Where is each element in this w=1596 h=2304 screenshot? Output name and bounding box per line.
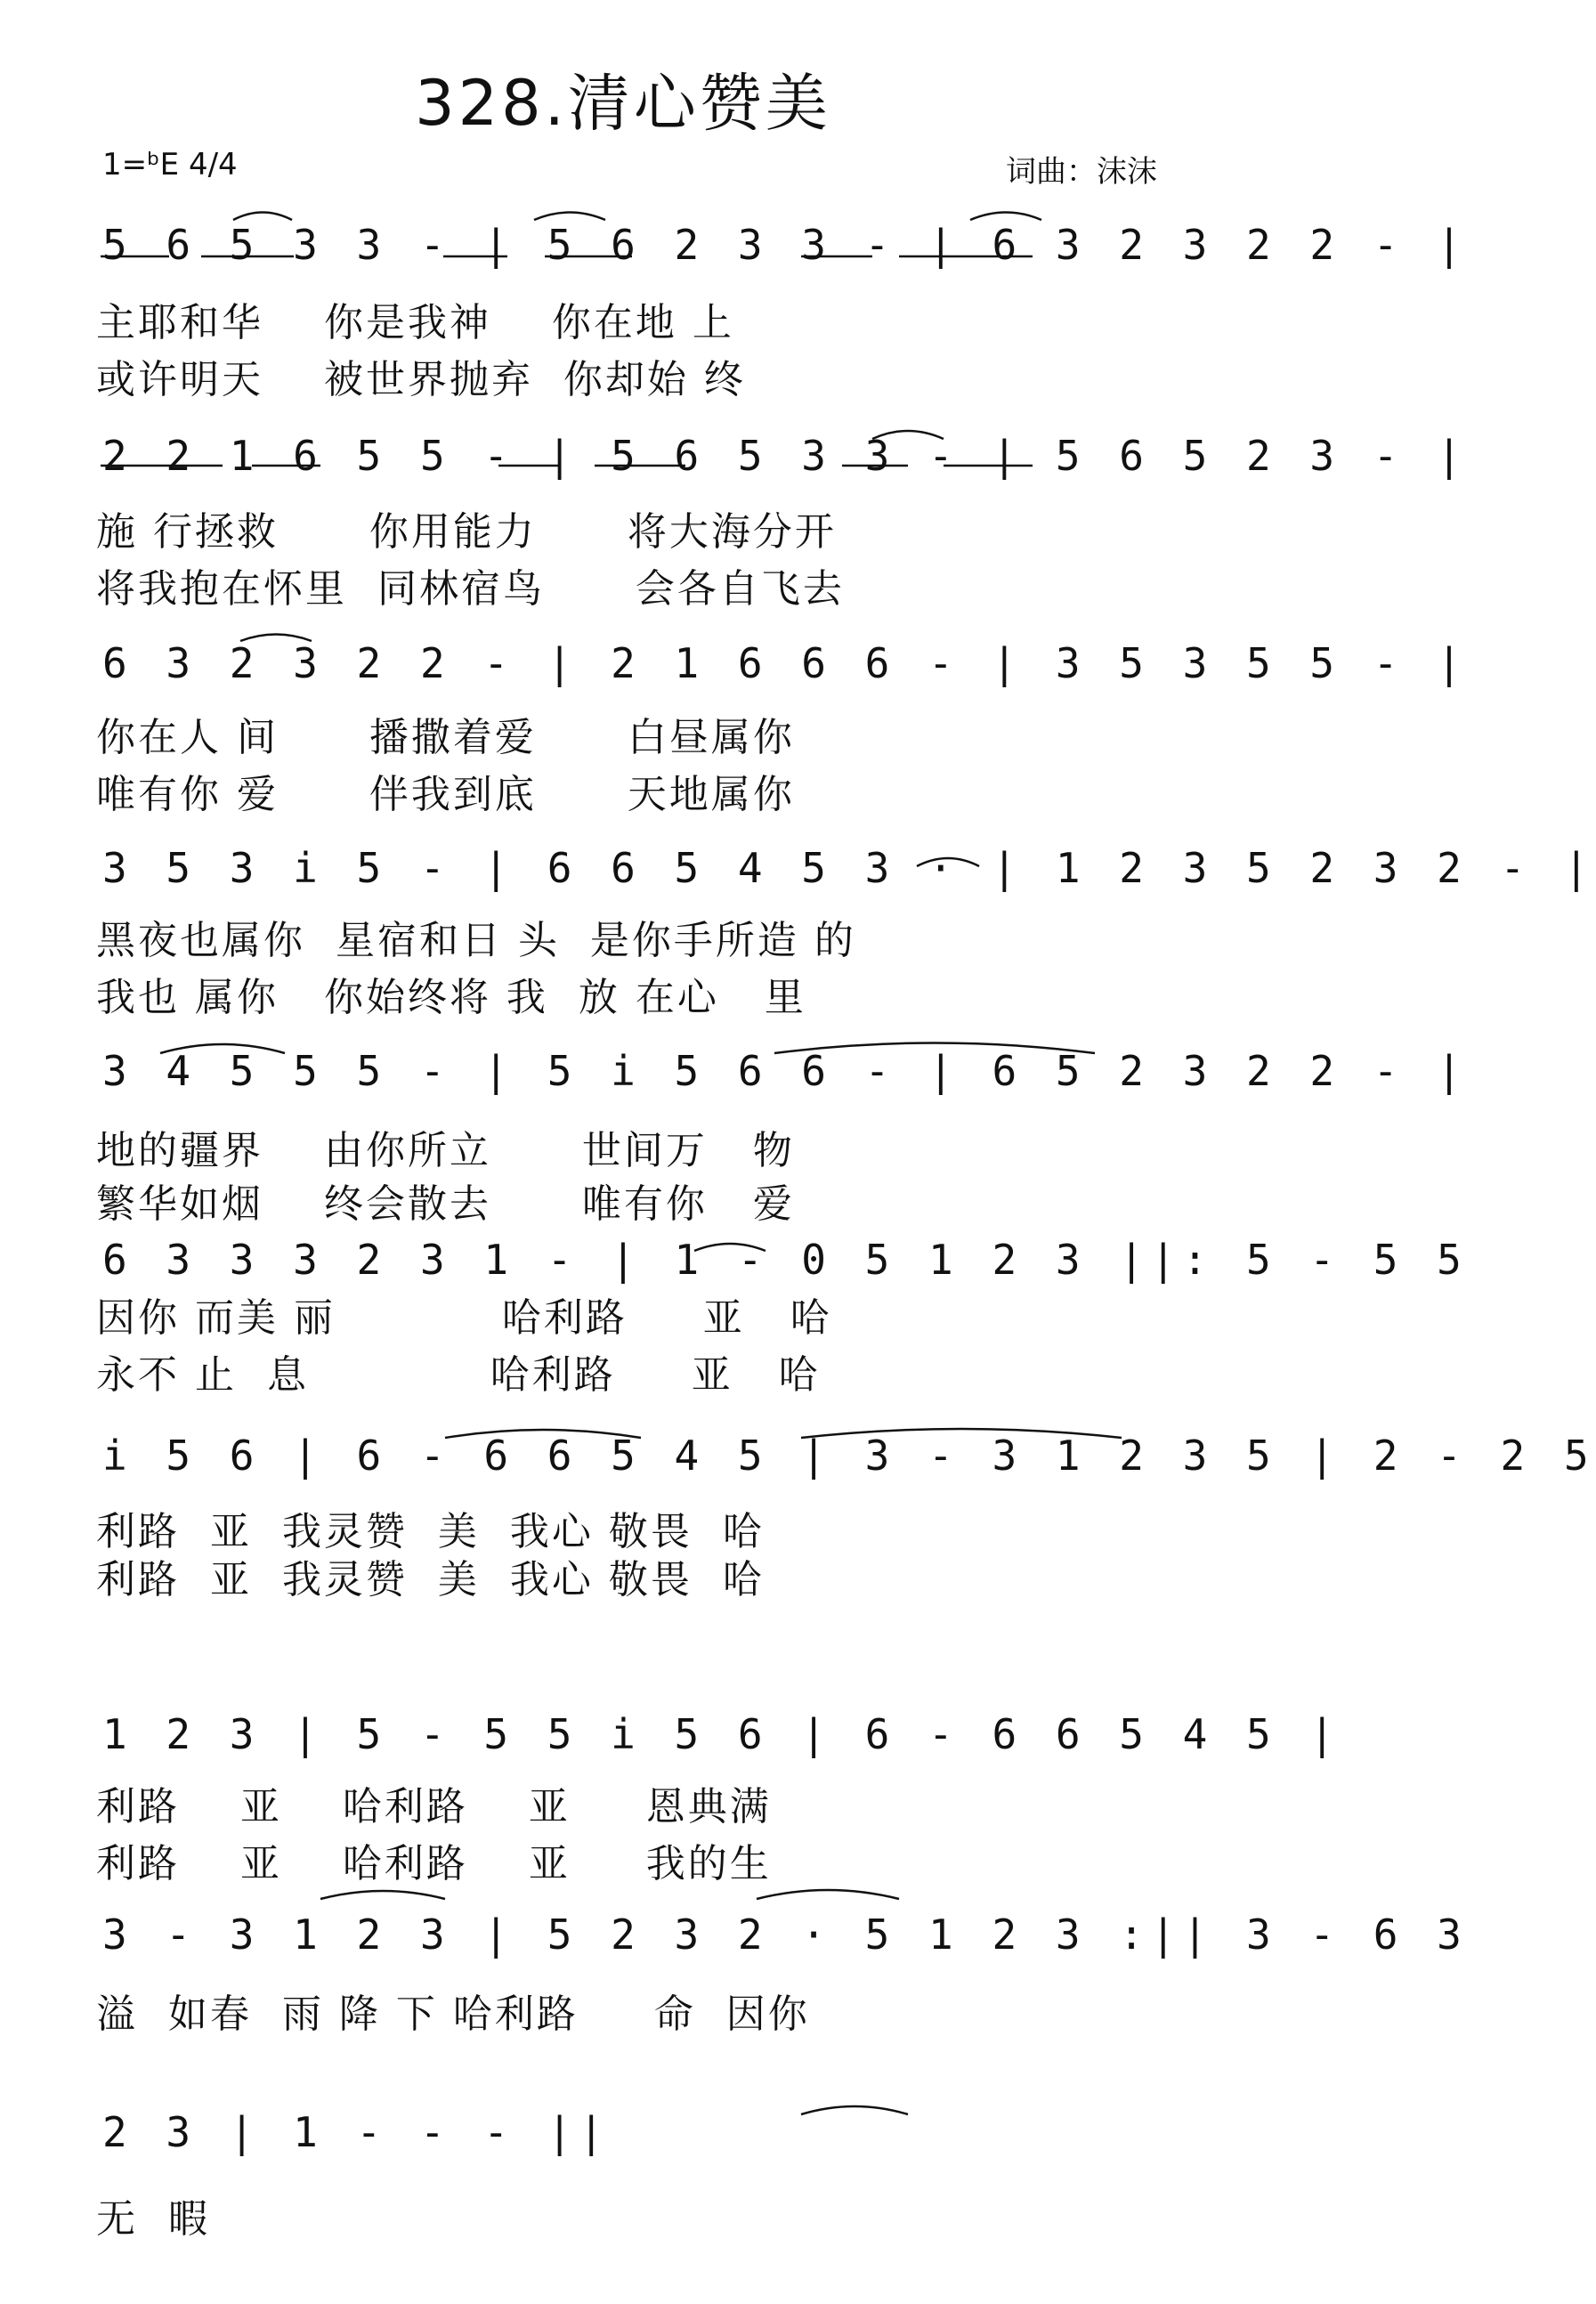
lyric-verse-2: 或许明天 被世界抛弃 你却始 终 <box>96 357 746 402</box>
lyric-verse-1: 黑夜也属你 星宿和日 头 是你手所造 的 <box>96 918 856 963</box>
lyric-verse-2: 将我抱在怀里 同林宿鸟 会各自飞去 <box>96 566 845 612</box>
notes-line: 3 5 3 i 5 - | 6 6 5 4 5 3 · | 1 2 3 5 2 3 2 - | <box>102 844 1596 892</box>
notes-line: i 5 6 | 6 - 6 6 5 4 5 | 3 - 3 1 2 3 5 | 2 - 2 5 <box>102 1432 1596 1480</box>
lyric-verse-2: 永不 止 息 哈利路 亚 哈 <box>96 1352 821 1398</box>
lyric-verse-1: 主耶和华 你是我神 你在地 上 <box>96 300 734 345</box>
notes-line: 3 4 5 5 5 - | 5 i 5 6 6 - | 6 5 2 3 2 2 - | <box>102 1047 1469 1095</box>
lyric-verse-1: 你在人 间 播撒着爱 白昼属你 <box>96 715 795 760</box>
lyric-verse-1: 溢 如春 雨 降 下 哈利路 命 因你 <box>96 1992 810 2037</box>
lyric-verse-2: 利路 亚 我灵赞 美 我心 敬畏 哈 <box>96 1557 765 1602</box>
lyric-verse-1: 利路 亚 哈利路 亚 恩典满 <box>96 1784 772 1829</box>
key-signature: 1=ᵇE 4/4 <box>102 147 238 183</box>
notes-line: 5 6 5 3 3 - | 5 6 2 3 3 - | 6 3 2 3 2 2 - | <box>102 221 1469 269</box>
notation-marks <box>0 200 1596 2292</box>
lyric-verse-2: 唯有你 爱 伴我到底 天地属你 <box>96 772 795 817</box>
lyric-verse-1: 地的疆界 由你所立 世间万 物 <box>96 1128 795 1173</box>
lyric-verse-1: 无 暇 <box>96 2196 210 2242</box>
notes-line: 6 3 3 3 2 3 1 - | 1 - 0 5 1 2 3 ||: 5 - 5 5 <box>102 1236 1469 1284</box>
lyric-verse-1: 因你 而美 丽 哈利路 亚 哈 <box>96 1295 832 1341</box>
notes-line: 2 3 | 1 - - - || <box>102 2108 612 2156</box>
composer-credit: 词曲：沫沫 <box>1006 154 1157 190</box>
lyric-verse-2: 繁华如烟 终会散去 唯有你 爱 <box>96 1181 795 1227</box>
lyric-verse-1: 施 行拯救 你用能力 将大海分开 <box>96 509 837 555</box>
lyric-verse-2: 利路 亚 哈利路 亚 我的生 <box>96 1841 772 1886</box>
notes-line: 3 - 3 1 2 3 | 5 2 3 2 · 5 1 2 3 :|| 3 - 6 3 <box>102 1911 1469 1959</box>
lyric-verse-1: 利路 亚 我灵赞 美 我心 敬畏 哈 <box>96 1509 765 1554</box>
notes-line: 6 3 2 3 2 2 - | 2 1 6 6 6 - | 3 5 3 5 5 - | <box>102 639 1469 687</box>
song-title: 328.清心赞美 <box>415 67 831 140</box>
notes-line: 1 2 3 | 5 - 5 5 i 5 6 | 6 - 6 6 5 4 5 | <box>102 1710 1342 1758</box>
lyric-verse-2: 我也 属你 你始终将 我 放 在心 里 <box>96 975 806 1020</box>
notes-line: 2 2 1 6 5 5 - | 5 6 5 3 3 - | 5 6 5 2 3 - | <box>102 432 1469 480</box>
